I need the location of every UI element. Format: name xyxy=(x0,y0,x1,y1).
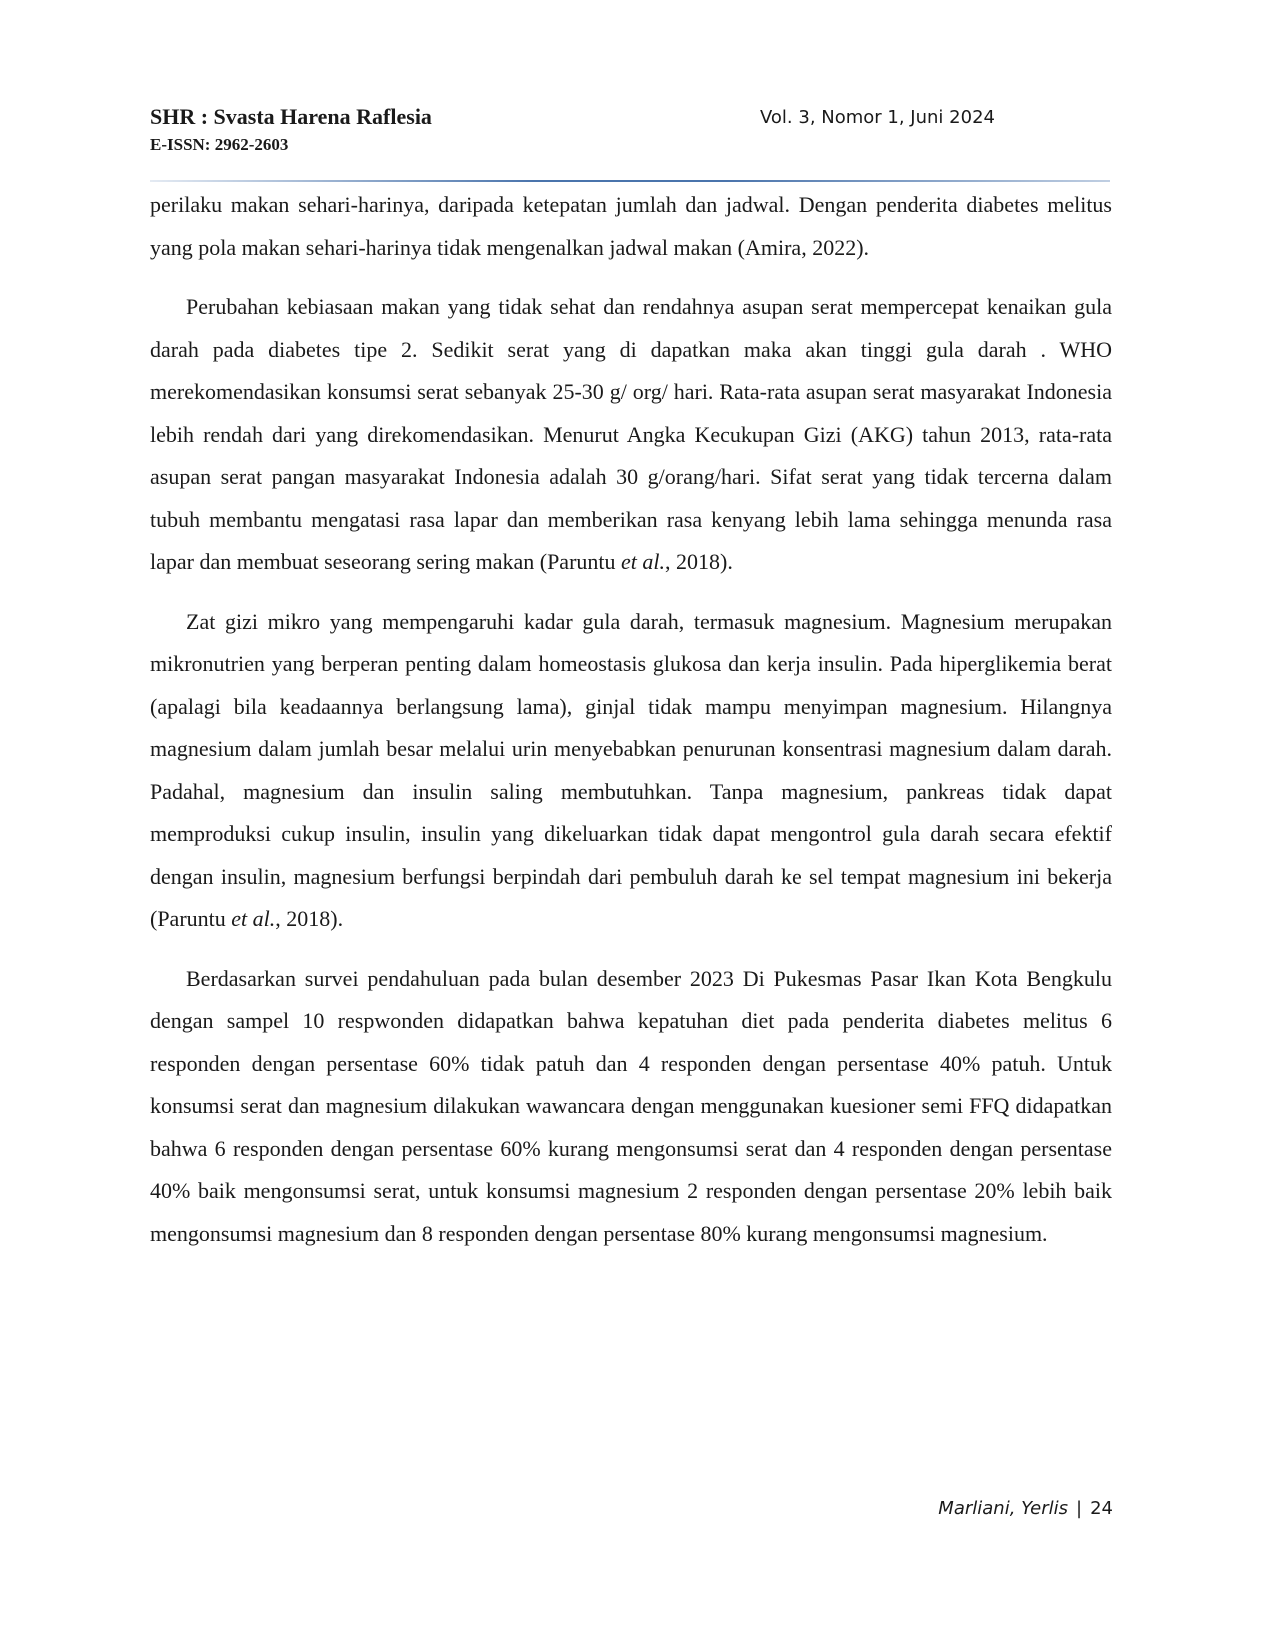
paragraph-1 xyxy=(150,184,1112,269)
paragraph-4 xyxy=(150,958,1112,1256)
citation-year: , 2018). xyxy=(665,549,733,574)
footer-authors: Marliani, Yerlis xyxy=(938,1498,1069,1519)
body-text xyxy=(150,184,1112,1272)
citation-year: , 2018). xyxy=(275,906,344,931)
paragraph-2 xyxy=(150,286,1112,584)
journal-title: SHR : Svasta Harena Raflesia xyxy=(150,104,432,129)
footer-separator: | xyxy=(1076,1498,1083,1519)
citation-italic: et al. xyxy=(231,906,276,931)
journal-issn: E-ISSN: 2962-2603 xyxy=(150,135,289,154)
paragraph-text: Zat gizi mikro yang mempengaruhi kadar gula darah, termasuk magnesium. Magnesium merupakan mikronutrien yang berperan penting dalam homeostasis glukosa dan kerja insulin. Pada hiperglikemia berat (apalagi bila keadaannya berlangsung lama), ginjal tidak mampu menyimpan magnesium. Hilangnya magnesium dalam jumlah besar melalui urin menyebabkan penurunan konsentrasi magnesium dalam darah. Padahal, magnesium dan insulin saling membutuhkan. Tanpa magnesium, pankreas tidak dapat memproduksi cukup insulin, insulin yang dikeluarkan tidak dapat mengontrol gula darah secara efektif dengan insulin, magnesium berfungsi berpindah dari pembuluh darah ke sel tempat magnesium ini bekerja (Paruntu xyxy=(150,608,1112,931)
paragraph-text: perilaku makan sehari-harinya, daripada ketepatan jumlah dan jadwal. Dengan penderita diabetes melitus yang pola makan sehari-harinya tidak mengenalkan jadwal makan (Amira, 2022). xyxy=(150,192,1112,260)
volume-info: Vol. 3, Nomor 1, Juni 2024 xyxy=(760,107,995,128)
paragraph-3 xyxy=(150,601,1112,941)
citation-italic: et al. xyxy=(621,549,666,574)
header-divider xyxy=(150,180,1110,182)
page-number: 24 xyxy=(1090,1498,1113,1519)
page-footer xyxy=(938,1497,1113,1521)
paragraph-text: Perubahan kebiasaan makan yang tidak sehat dan rendahnya asupan serat mempercepat kenaikan gula darah pada diabetes tipe 2. Sedikit serat yang di dapatkan maka akan tinggi gula darah . WHO merekomendasikan konsumsi serat sebanyak 25-30 g/ org/ hari. Rata-rata asupan serat masyarakat Indonesia lebih rendah dari yang direkomendasikan. Menurut Angka Kecukupan Gizi (AKG) tahun 2013, rata-rata asupan serat pangan masyarakat Indonesia adalah 30 g/orang/hari. Sifat serat yang tidak tercerna dalam tubuh membantu mengatasi rasa lapar dan memberikan rasa kenyang lebih lama sehingga menunda rasa lapar dan membuat seseorang sering makan (Paruntu xyxy=(150,294,1112,574)
paragraph-text: Berdasarkan survei pendahuluan pada bulan desember 2023 Di Pukesmas Pasar Ikan Kota Bengkulu dengan sampel 10 respwonden didapatkan bahwa kepatuhan diet pada penderita diabetes melitus 6 responden dengan persentase 60% tidak patuh dan 4 responden dengan persentase 40% patuh. Untuk konsumsi serat dan magnesium dilakukan wawancara dengan menggunakan kuesioner semi FFQ didapatkan bahwa 6 responden dengan persentase 60% kurang mengonsumsi serat dan 4 responden dengan persentase 40% baik mengonsumsi serat, untuk konsumsi magnesium 2 responden dengan persentase 20% lebih baik mengonsumsi magnesium dan 8 responden dengan persentase 80% kurang mengonsumsi magnesium. xyxy=(150,965,1112,1246)
